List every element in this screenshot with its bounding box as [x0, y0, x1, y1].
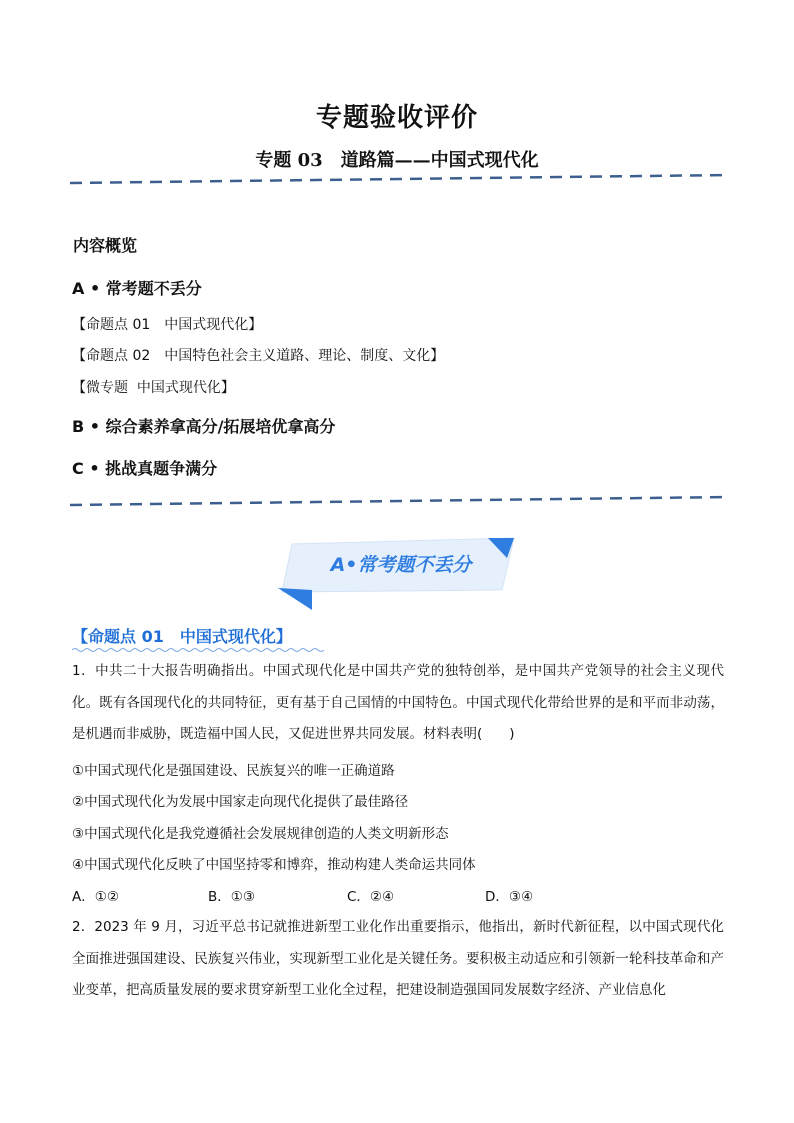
- question-1-stem: 1．中共二十大报告明确指出。中国式现代化是中国共产党的独特创举，是中国共产党领导的社会主义现代化。既有各国现代化的共同特征，更有基于自己国情的中国特色。中国式现代化带给世界的是和平而非动荡，是机遇而非威胁，既造福中国人民，又促进世界共同发展。材料表明( ): [72, 663, 724, 742]
- section-a-link: A • 常考题不丢分: [72, 279, 202, 298]
- wavy-underline: [72, 647, 324, 653]
- statement: ③中国式现代化是我党遵循社会发展规律创造的人类文明新形态: [72, 826, 449, 842]
- overview-item: 【命题点 01 中国式现代化】: [72, 317, 263, 333]
- overview-item: 【微专题 中国式现代化】: [72, 380, 235, 396]
- overview-item: 【命题点 02 中国特色社会主义道路、理论、制度、文化】: [72, 348, 445, 364]
- page-subtitle: 专题 03 道路篇——中国式现代化: [255, 150, 539, 171]
- bottom-dashed-divider: [0, 494, 794, 508]
- option-c: C．②④: [347, 889, 395, 905]
- statement: ①中国式现代化是强国建设、民族复兴的唯一正确道路: [72, 763, 395, 779]
- question-2-stem: 2．2023 年 9 月，习近平总书记就推进新型工业化作出重要指示，他指出，新时代新征程，以中国式现代化全面推进强国建设、民族复兴伟业，实现新型工业化是关键任务。要积极主动适应和引领新一轮科技革命和产业变革，把高质量发展的要求贯穿新型工业化全过程，把建设制造强国同发展数字经济、产业信息化: [72, 919, 724, 998]
- option-d: D．③④: [485, 889, 534, 905]
- overview-heading: 内容概览: [73, 236, 138, 255]
- statement: ②中国式现代化为发展中国家走向现代化提供了最佳路径: [72, 794, 409, 810]
- statement: ④中国式现代化反映了中国坚持零和博弈，推动构建人类命运共同体: [72, 857, 476, 873]
- section-b-link: B • 综合素养拿高分/拓展培优拿高分: [72, 417, 336, 436]
- point-heading: 【命题点 01 中国式现代化】: [72, 627, 292, 646]
- top-dashed-divider: [0, 172, 794, 186]
- option-b: B．①③: [208, 889, 255, 905]
- option-a: A．①②: [72, 889, 119, 905]
- page-title: 专题验收评价: [315, 103, 478, 133]
- banner-label: A•常考题不丢分: [330, 554, 472, 576]
- section-a-banner: [278, 536, 516, 612]
- section-c-link: C • 挑战真题争满分: [72, 459, 218, 478]
